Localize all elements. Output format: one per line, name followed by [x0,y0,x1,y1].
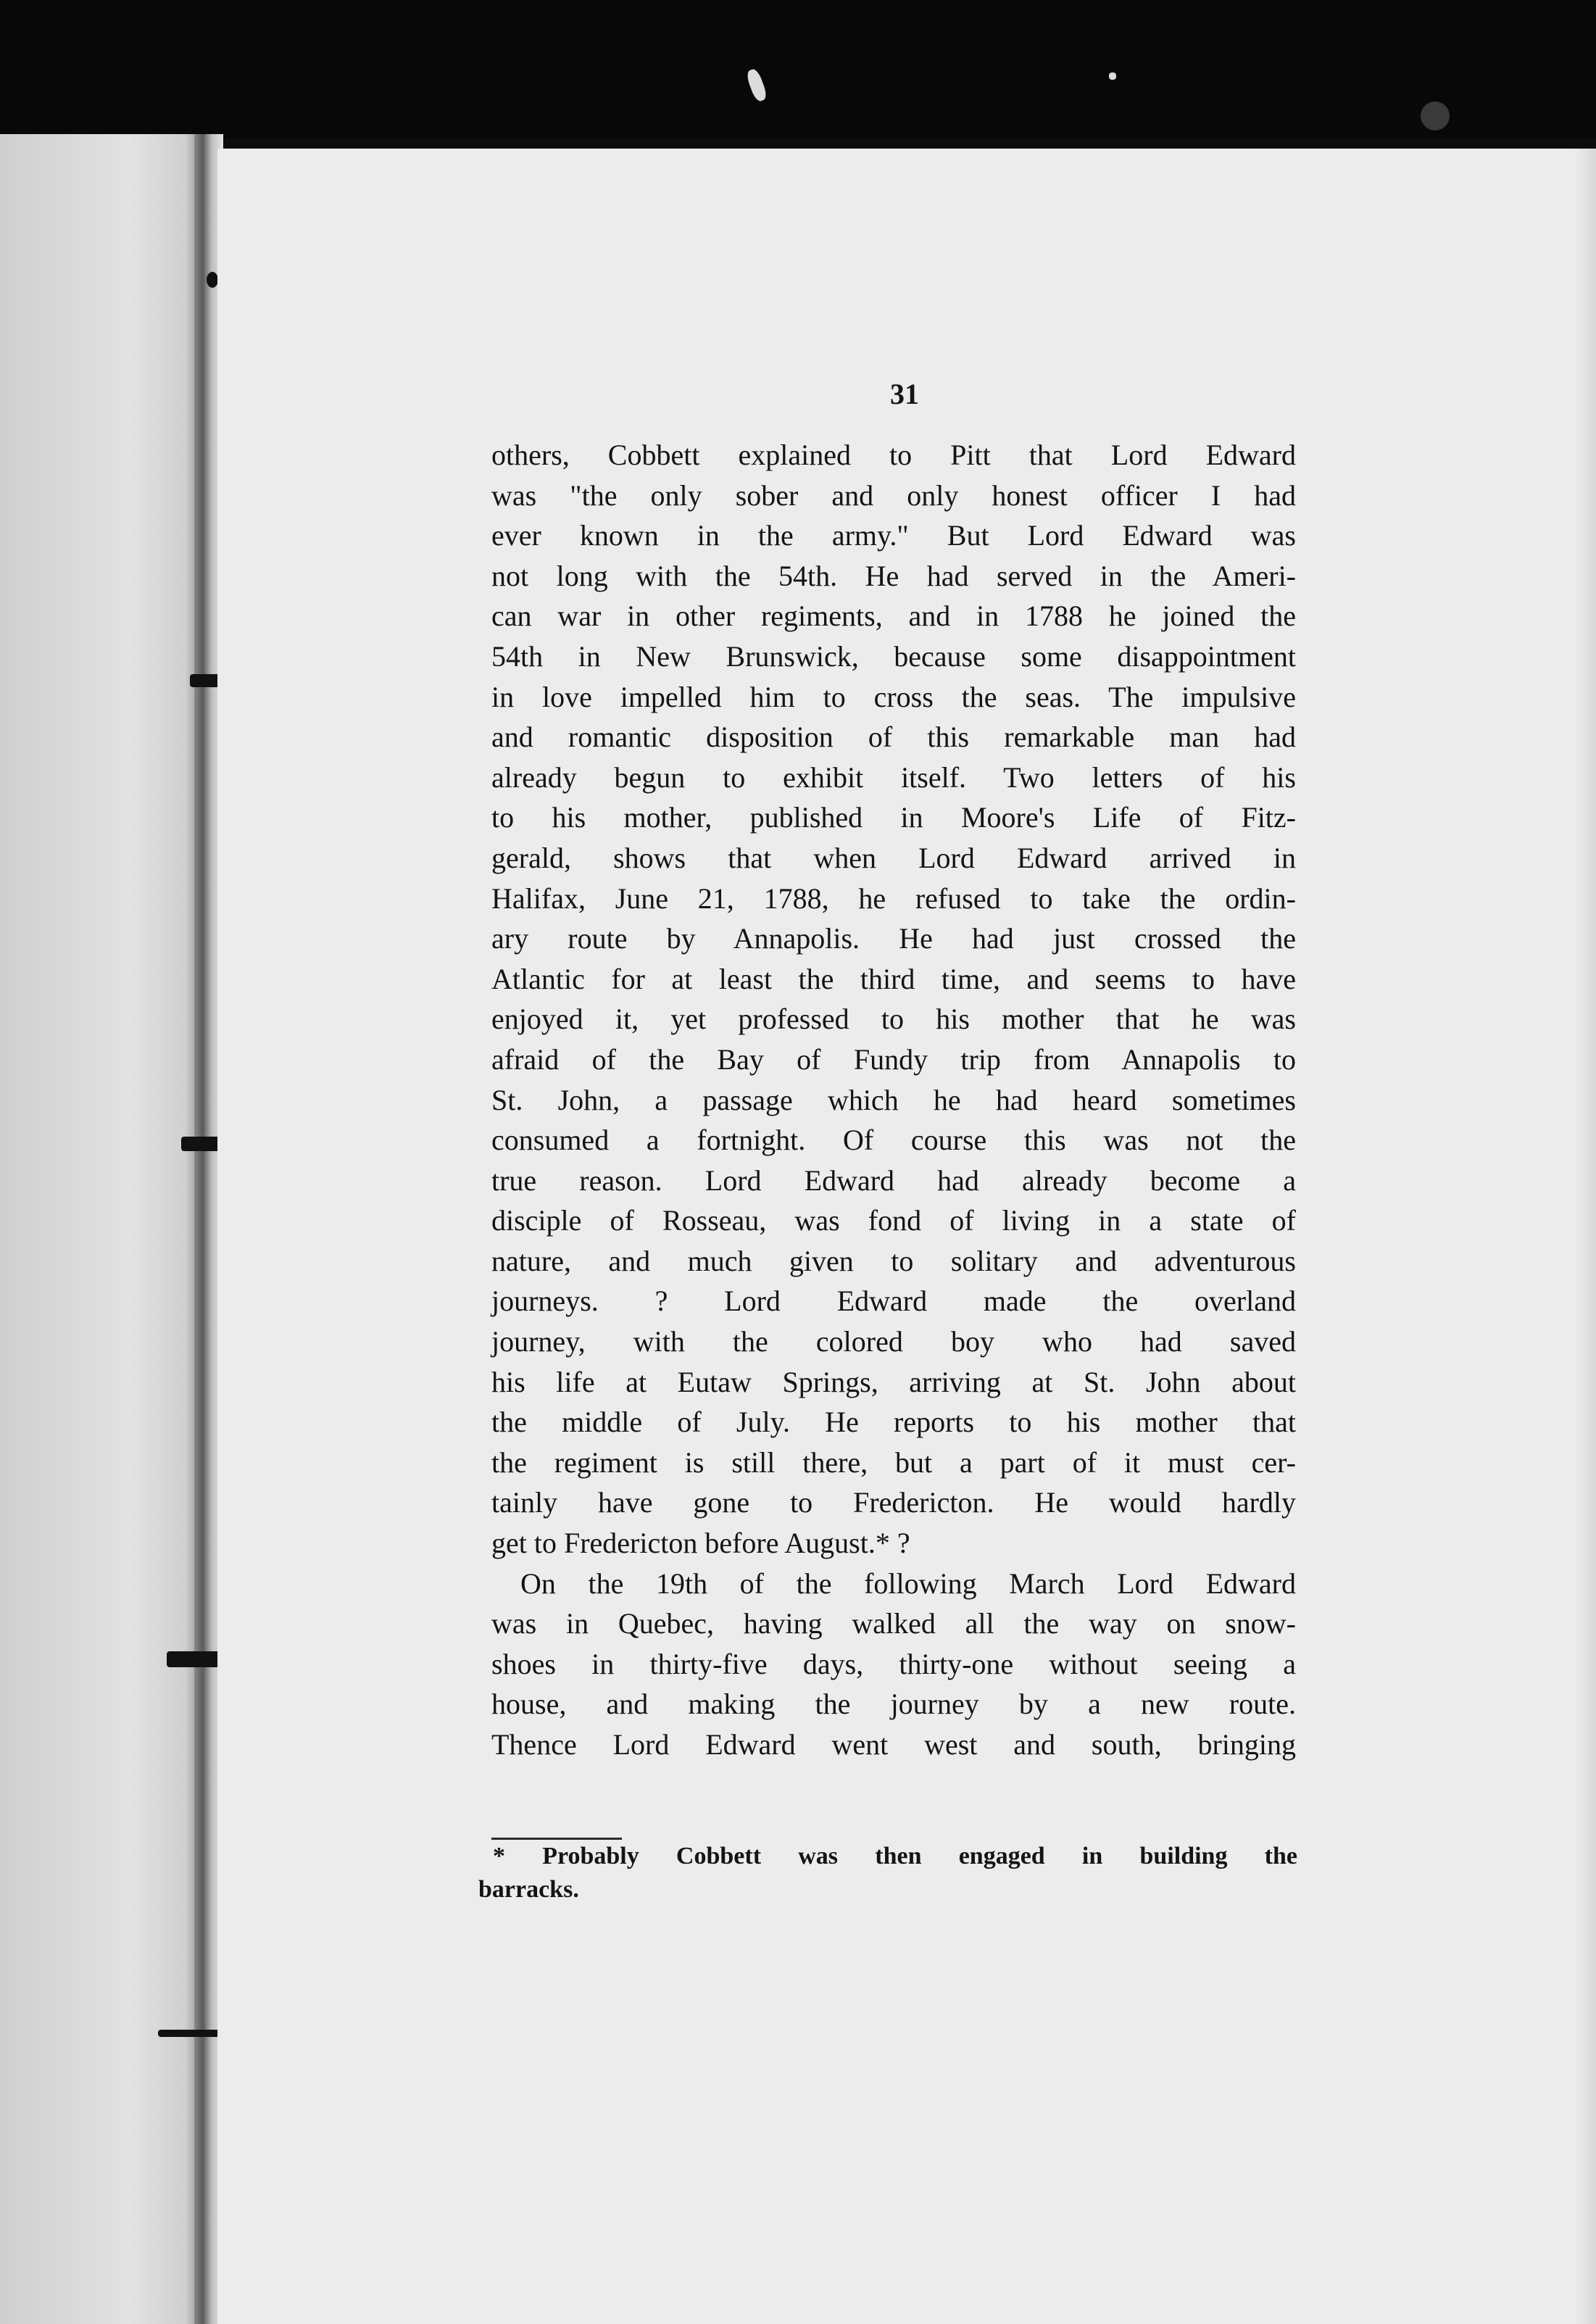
text-line: ary route by Annapolis. He had just crossed the [491,922,1296,955]
text-line: consumed a fortnight. Of course this was not the [491,1124,1296,1157]
text-line: afraid of the Bay of Fundy trip from Annapolis to [491,1042,1296,1076]
text-line: 54th in New Brunswick, because some disappointment [491,639,1296,673]
scan-top-border [0,0,1596,138]
text-line: others, Cobbett explained to Pitt that Lord Edward [491,439,1296,471]
text-line: to his mother, published in Moore's Life of Fitz- [491,801,1296,834]
text-line: in love impelled him to cross the seas. The impulsive [491,680,1296,713]
text-line: was in Quebec, having walked all the way on snow- [491,1607,1296,1640]
text-line: Halifax, June 21, 1788, he refused to take the ordin- [491,881,1296,915]
page-edge-shadow [1574,149,1596,2324]
text-line: his life at Eutaw Springs, arriving at St. John about [491,1365,1296,1398]
text-line: not long with the 54th. He had served in the Ameri- [491,559,1296,592]
text-line: tainly have gone to Fredericton. He would hardly [491,1486,1296,1519]
text-line: nature, and much given to solitary and adventurous [491,1244,1296,1277]
text-line: ever known in the army." But Lord Edward was [491,519,1296,552]
facing-page-edge [0,134,217,2324]
text-line: get to Fredericton before August.* ? [491,1527,910,1560]
text-line: shoes in thirty-five days, thirty-one without seeing a [491,1647,1296,1680]
text-line: and romantic disposition of this remarkable man had [491,721,1296,754]
footnote [478,1840,1297,1906]
footnote-line: barracks. [478,1876,579,1903]
edge-mark [158,2030,223,2037]
text-line: the regiment is still there, but a part of it must cer- [491,1445,1296,1479]
text-line: St. John, a passage which he had heard sometimes [491,1083,1296,1116]
text-line: gerald, shows that when Lord Edward arrived in [491,841,1296,874]
dust-speck [1421,101,1450,130]
text-line: Thence Lord Edward went west and south, bringing [491,1728,1296,1761]
text-line: was "the only sober and only honest officer I had [491,478,1296,512]
text-line: On the 19th of the following March Lord Edward [520,1566,1296,1600]
body-text [491,435,1296,1765]
text-line: can war in other regiments, and in 1788 he joined the [491,599,1296,633]
text-line: house, and making the journey by a new route. [491,1688,1296,1721]
text-line: the middle of July. He reports to his mother that [491,1406,1296,1439]
text-line: already begun to exhibit itself. Two letters of his [491,760,1296,794]
text-line: disciple of Rosseau, was fond of living in a state of [491,1204,1296,1237]
dust-speck [1109,72,1116,80]
footnote-line: * Probably Cobbett was then engaged in building the [493,1843,1297,1869]
text-line: true reason. Lord Edward had already become a [491,1163,1296,1197]
page-number: 31 [890,378,919,410]
text-line: Atlantic for at least the third time, and seems to have [491,962,1296,995]
edge-mark [167,1651,223,1667]
edge-mark [207,272,218,288]
text-line: journey, with the colored boy who had saved [491,1325,1296,1358]
text-line: enjoyed it, yet professed to his mother that he was [491,1003,1296,1036]
text-line: journeys. ? Lord Edward made the overland [491,1285,1296,1318]
